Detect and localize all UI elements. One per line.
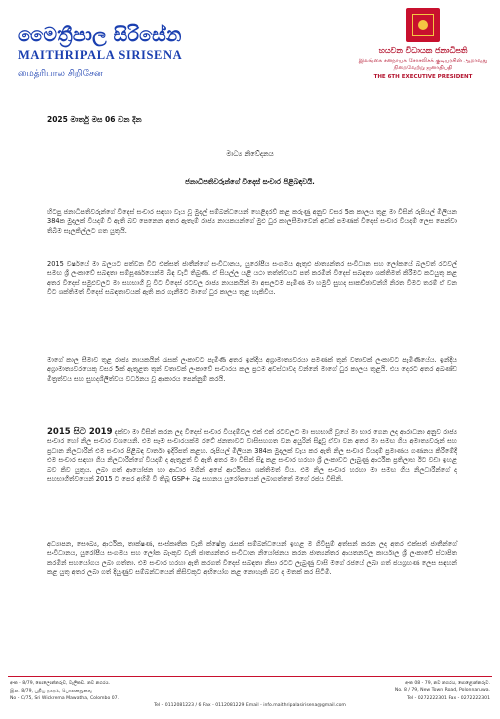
release-date: 2025 මාර්තු මස 06 වන දින [47, 115, 142, 124]
presidential-emblem-block [358, 8, 488, 80]
presidential-emblem-icon [406, 8, 440, 42]
letterhead-name-block [18, 24, 218, 80]
paragraph-5 [47, 540, 457, 578]
right-title-tamil: இலங்கை சனநாயக சோசலிசக் குடியரசின் ஆறாவது நிறைவேற்று ஜனாதிபதி [358, 58, 488, 71]
paragraph-2-text: 2015 වර්ෂයේ මා බලයට පත්වන විට එක්සත් ජාතීන්ගේ සංවිධානය, යුරෝපීය සංගමය ඇතුළු ජාත්‍යන්තර සංවිධාන සහ ලෝකයේ බලවත් රටවල් සමඟ ශ්‍රී ලංකාවේ සබඳතා සම්පූර්ණයෙන්ම බිඳ වැටී තිබුණි. ඒ සියල්ල යළි යථා තත්ත්වයට පත් කරමින් විදෙස් සබඳතා ශක්තිමත් කිරීමට කටයුතු කළ අතර විදෙස් සමුළුවලට මා සහභාගී වූ විට විදෙස් රටවල රාජ්‍ය නායකයින් මා අසලටම පැමිණ මා හමුවී සුහද සාකච්ඡාවන්හි නිරත වීමට තරම් ඒ වන විට ශක්තිමත් විදෙස් සබඳතාවයක් ඇති කර ගැනීමට මාගේ ධුර කාලය තුළ හැකිවිය. [47, 260, 457, 297]
paragraph-1 [47, 208, 457, 236]
name-english: MAITHRIPALA SIRISENA [18, 48, 183, 62]
footer-address-sinhala-right: අංක 08 - 79, නව නගරය, පොළොන්නරුව. [405, 681, 490, 686]
paragraph-2 [47, 260, 457, 298]
footer-contact-text: Tel - 0112081223 / 6 Fax - 0112081229 Email - info.maithripalasirisena@gmail.com [154, 703, 346, 708]
paragraph-5-text: අධ්‍යාපන, සෞඛ්‍ය, ආර්ථික, තාක්ෂණ, සංස්කෘතික වැනි ක්ෂේත්‍ර රැසක් සම්බන්ධයෙන් ඉහළ ම ගිවිසුම් අත්සන් කරන ලද අතර එක්සත් ජාතීන්ගේ සංවිධානය, යුරෝපීය සංගමය සහ ලෝක බැංකුව වැනි ජාත්‍යන්තර සංවිධාන නියෝජනය කරන ජාත්‍යන්තර ආයතනවල කාර්යාල ශ්‍රී ලංකාවේ ස්ථාපිත කරමින් සහයෝගය ලබා ගත්තා. එම සංචාර හරහා ඇති කරගත් විදෙස් සබඳතා නිසා රටට ලැබුණු වාසි මගේ රජයේ ලබා ගත් ජයග්‍රහණ ලෙස සඳහන් කළ යුතු අතර ලබා ගත් දියුණුව සම්බන්ධයෙන් කිසිවකුට අභියෝග කළ නොහැකි බව ද මතක් කර සිටිමි. [47, 540, 457, 577]
paragraph-1-text: හිටපු ජනාධිපතිවරුන්ගේ විදෙස් සංචාර සඳහා වැය වූ මුදල් සම්බන්ධයෙන් හෙළිදරව් කළ කරුණු අනුව වසර 5ක කාලය තුළ මා විසින් රුපියල් මිලියන 384ක මුදලක් වියදම් වී ඇති බව පෙනෙන අතර ඇතැම් රාජ්‍ය නායකයන්ගේ මුළු ධුර කාලසීමාවෙන් අඩක් පමණක් විදෙස් සංචාර වියදම් ලෙස පෙන්වා තිබීම සැලකිල්ලට ගත යුතුයි. [47, 208, 457, 235]
footer-address-tamil: இல. 8/79, புதிய நகரம், பொலனறுவை [10, 689, 93, 694]
footer-contact-right: Tel - 0272222301 Fax - 0272222301 [407, 696, 490, 701]
paragraph-4-lead: 2015 සිට 2019 [47, 427, 113, 437]
paragraph-4-text: දක්වා මා විසින් කරන ලද විදෙස් සංචාර වියදම්වල එක් එක් රටවලට මා සහභාගී වූයේ මා භාර ගෙන ලද ආරාධනා අනුව රාජ්‍ය සංචාර හෝ නිල සංචාර වශයෙනි. එම සෑම සංචාරයක්ම රටේ ජනතාවට වාසිසහගත වන අයුරින් සිදුවූ ඒවා වන අතර මා සමඟ ගිය අමාත්‍යවරුන් සහ ප්‍රධාන නිලධාරීන් එම සංචාර පිළිබඳ වාර්තා ඉදිරිපත් කළහ. රුපියල් මිලියන 384ක මුදලක් වැය කර ඇති නිල සංචාර වියදම් ප්‍රමාණය ගණනය කිරීමේදී එම සංචාර සඳහා ගිය නිලධාරීන්ගේ වියදම් ද ඇතුළත් වී ඇති අතර මා විසින් සිදු කළ සංචාර හරහා ශ්‍රී ලංකාවට ලැබුණු ආර්ථික ප්‍රතිලාභ ඊට වඩා ඉහළ බව කිව යුතුය. ලබා ගත් ආයෝජන හා ආධාර මගින් අපේ ආර්ථිකය ශක්තිමත් විය. එම නිල සංචාර හරහා මා සමඟ ගිය නිලධාරීන්ගේ ද සහභාගීත්වයෙන් 2015 ට පෙර අහිමි වී තිබූ GSP+ බදු සහනය යුරෝපයෙන් ලබාගත්තේ මගේ රජය විසිනි. [47, 428, 457, 484]
name-sinhala: මෛත්‍රීපාල සිරිසේන [18, 24, 182, 46]
media-release-label: මාධ්‍ය නිවේදනය [226, 150, 274, 158]
paragraph-3 [47, 356, 457, 384]
paragraph-3-text: මාගේ කාල සීමාව තුළ රාජ්‍ය නායකයින් රැසක් ලංකාවට පැමිණි අතර ඉන්දීය අග්‍රාමාත්‍යවරයා පමණක් තුන් වතාවක් ලංකාවට පැමිණියේය. ඉන්දීය අග්‍රාමාත්‍යවරයෙකු වසර 5ක් ඇතුළත තුන් වතාවක් ලංකාවේ සංචාරය කල ප්‍රථම අවස්ථාවද වන්නේ මාගේ ධුර කාලය තුළයි. එය දෙරට අතර අඛණ්ඩ මිත්‍රත්වය සහ සුහදශීලීත්වය වර්ධනය වූ ආකාරය පෙන්නුම් කරයි. [47, 356, 457, 383]
footer-contact [10, 703, 490, 708]
right-title-sinhala: හයවන විධායක ජනාධිපති [378, 46, 468, 55]
footer-address-sinhala: අංක - 8/79, පොලොන්නරුව, වැලිකඩ. නව නගරය. [10, 681, 111, 686]
release-subject: ජනාධිපතිවරුන්ගේ විදෙස් සංචාර පිළිබඳවයි. [185, 178, 315, 186]
footer-divider [8, 676, 492, 677]
right-title-english: THE 6TH EXECUTIVE PRESIDENT [373, 74, 473, 80]
footer-colombo-address: No - C/75, Sri Wickrema Mawatha, Colombo 07. [10, 696, 120, 701]
paragraph-4 [47, 428, 457, 484]
footer-address-english-right: No. 8 / 79, New Town Road, Polonnaruwa. [394, 688, 490, 693]
name-tamil: மைத்ரிபால சிறிசேன [18, 69, 103, 79]
